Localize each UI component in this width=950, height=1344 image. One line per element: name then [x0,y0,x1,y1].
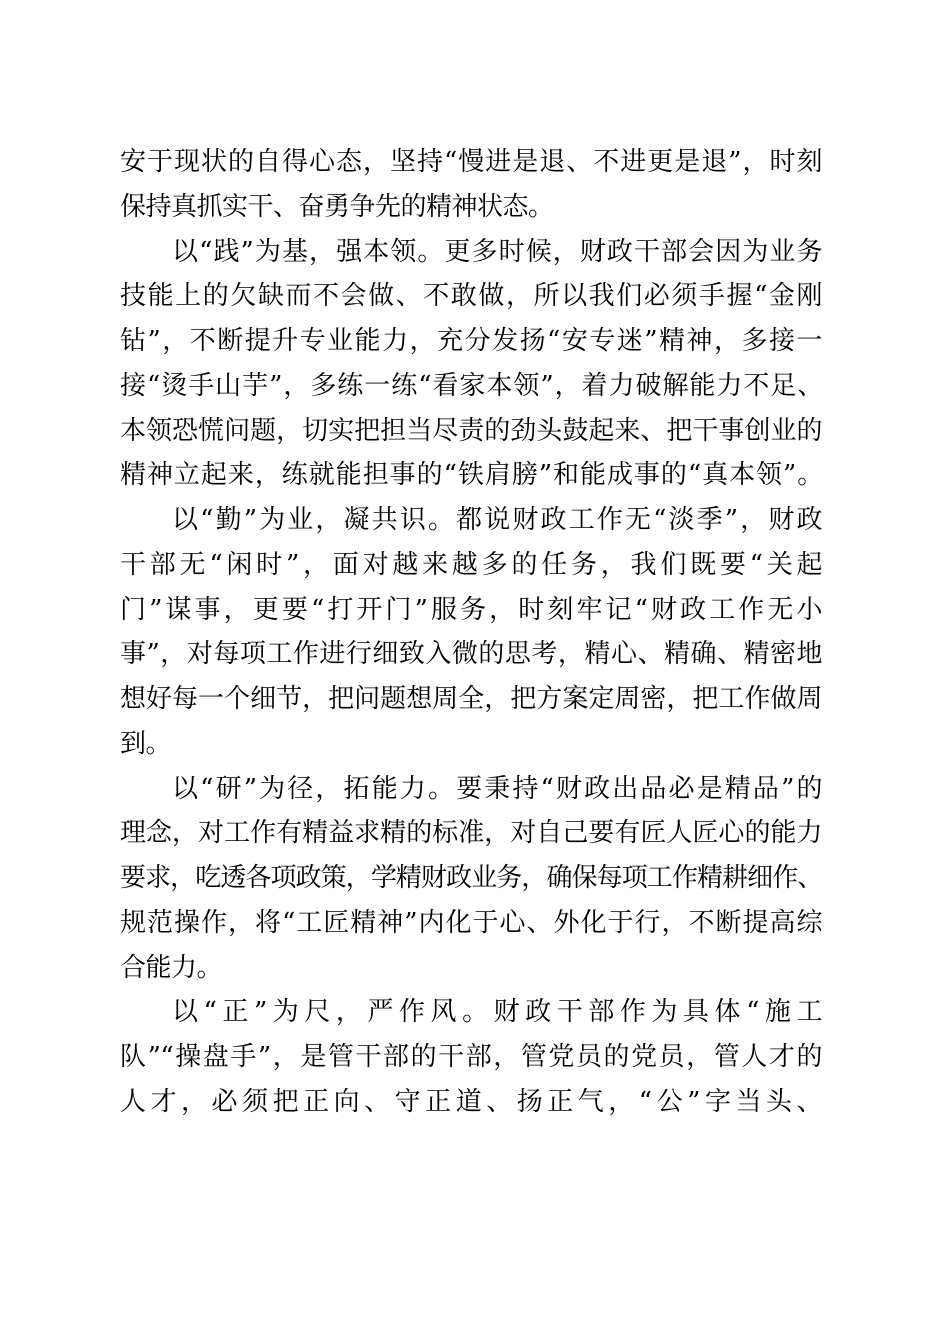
text-line: 以“研”为径，拓能力。要秉持“财政出品必是精品”的 [172,773,822,804]
text-line: 以“勤”为业，凝共识。都说财政工作无“淡季”，财政 [172,505,822,535]
text-line: 钻”，不断提升专业能力，充分发扬“安专迷”精神，多接一 [120,326,822,356]
text-line: 队”“操盘手”，是管干部的干部，管党员的党员，管人才的 [120,1042,822,1072]
text-line: 事”，对每项工作进行细致入微的思考，精心、精确、精密地 [120,639,822,670]
text-line: 想好每一个细节，把问题想周全，把方案定周密，把工作做周 [120,684,822,714]
paragraph-continued [120,140,822,230]
text-line: 合能力。 [120,952,223,983]
text-line: 人才，必须把正向、守正道、扬正气，“公”字当头、 [120,1086,822,1117]
body-text [120,140,822,1125]
text-line: 以“正”为尺，严作风。财政干部作为具体“施工 [172,997,822,1028]
text-line: 接“烫手山芋”，多练一练“看家本领”，着力破解能力不足、 [120,370,822,401]
text-line: 理念，对工作有精益求精的标准，对自己要有匠人匠心的能力 [120,818,822,849]
text-line: 本领恐慌问题，切实把担当尽责的劲头鼓起来、把干事创业的 [120,415,822,446]
text-line: 精神立起来，练就能担事的“铁肩膀”和能成事的“真本领”。 [120,460,822,491]
paragraph-qin [120,498,822,767]
text-line: 安于现状的自得心态，坚持“慢进是退、不进更是退”，时刻 [120,147,822,177]
text-line: 规范操作，将“工匠精神”内化于心、外化于行，不断提高综 [120,907,822,938]
text-line: 以“践”为基，强本领。更多时候，财政干部会因为业务 [172,236,822,267]
text-line: 门”谋事，更要“打开门”服务，时刻牢记“财政工作无小 [120,594,822,625]
paragraph-yan [120,767,822,991]
text-line: 到。 [120,728,172,759]
text-line: 要求，吃透各项政策，学精财政业务，确保每项工作精耕细作、 [120,863,822,893]
text-line: 技能上的欠缺而不会做、不敢做，所以我们必须手握“金刚 [120,281,822,312]
text-line: 保持真抓实干、奋勇争先的精神状态。 [120,191,554,222]
paragraph-zheng [120,990,822,1124]
text-line: 干部无“闲时”，面对越来越多的任务，我们既要“关起 [120,549,822,580]
paragraph-jian [120,230,822,499]
